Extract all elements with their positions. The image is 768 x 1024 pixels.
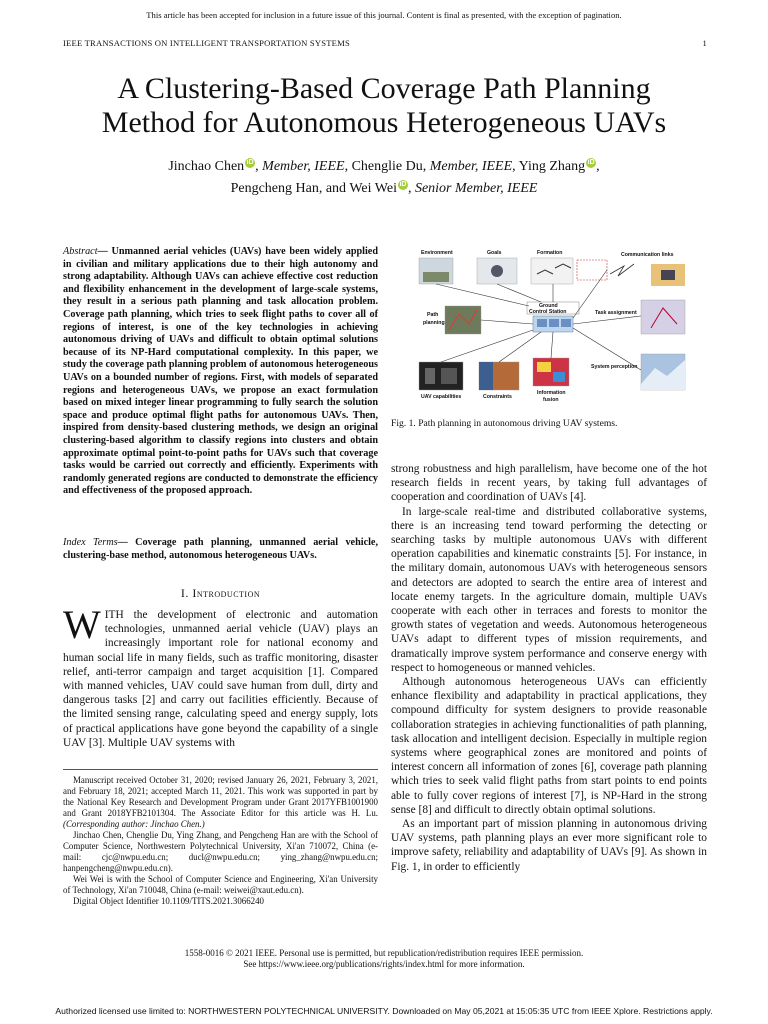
doi-line[interactable]: Digital Object Identifier 10.1109/TITS.2021.3066240 [73, 896, 264, 906]
body-paragraph: As an important part of mission planning in autonomous driving UAV systems, path planning plays an ever more significant role to improve safety, reliability and adaptability of UAVs [9]. As shown in Fig. 1, in order to efficiently [391, 818, 707, 873]
paper-title [60, 72, 708, 140]
intro-text: ITH the development of electronic and automation technologies, unmanned aerial vehicle (UAV) plays an increasingly important role for national economy and human social life in many fields, such as traffic monitoring, disaster relief, anti-terror campaign and target acquisition [1]. Compared with manned vehicles, UAV could save human from dull, dirty and dangerous tasks [2] and carry out facilities efficiently. Because of the limited sensing range, calculating speed and energy supply, lots of practical applications have gone beyond the capability of a single UAV [3]. Multiple UAV systems with [63, 609, 378, 749]
section-heading [63, 586, 378, 601]
corresponding-author: (Corresponding author: Jinchao Chen.) [63, 819, 205, 829]
communication-box [577, 260, 607, 280]
author-name: Jinchao Chen [168, 159, 245, 174]
task-assignment-image [641, 300, 685, 334]
connector-line [573, 316, 641, 324]
uav-capabilities-label: UAV capabilities [421, 394, 462, 400]
environment-label: Environment [421, 250, 453, 256]
body-paragraph: strong robustness and high parallelism, have become one of the hot research fields in recent years, by taking full advantages of cooperation and coordination of UAVs [4]. [391, 463, 707, 504]
environment-image-ground [423, 272, 449, 282]
author-line-1: Jinchao Chen iD , Member, IEEE, Chenglie Du, Member, IEEE, Ying Zhang iD , [168, 159, 600, 174]
constraints-label: Constraints [483, 394, 512, 400]
manuscript-text: Manuscript received October 31, 2020; revised January 26, 2021, February 3, 2021, and February 18, 2021; accepted March 11, 2021. This work was supported in part by the National Key Research and Development Program under Grant 2017YFB1001900 and Grant 2018YFB2101304. The Associate Editor for this article was H. Lu. [63, 775, 378, 818]
section-numeral: I. [180, 586, 189, 600]
path-planning-image [445, 306, 481, 334]
satellite-body [661, 270, 675, 280]
title-line-1: A Clustering-Based Coverage Path Planning [117, 72, 651, 105]
running-head [63, 38, 707, 48]
index-terms-text: — Coverage path planning, unmanned aerial vehicle, clustering-base method, autonomous heterogeneous UAVs. [63, 537, 378, 561]
monitor-icon [549, 319, 559, 327]
heatmap-cell [537, 362, 551, 372]
monitor-icon [561, 319, 571, 327]
copyright-line-2[interactable]: See https://www.ieee.org/publications/rights/index.html for more information. [243, 959, 525, 969]
copyright-line-1: 1558-0016 © 2021 IEEE. Personal use is permitted, but republication/redistribution requires IEEE permission. [184, 948, 584, 958]
orcid-icon[interactable]: iD [399, 181, 407, 189]
uav-panel [425, 368, 435, 384]
connector-line [441, 330, 533, 362]
abstract-lead: Abstract [63, 246, 98, 257]
right-column-body [391, 462, 707, 874]
figure-1 [415, 244, 689, 414]
title-line-2: Method for Autonomous Heterogeneous UAVs [101, 106, 667, 139]
ground-station-label-1: Ground [539, 303, 558, 309]
monitor-icon [537, 319, 547, 327]
formation-image [531, 258, 573, 284]
lightning-icon [610, 264, 634, 276]
manuscript-note [63, 775, 378, 830]
author-role: Member, IEEE [429, 159, 513, 174]
uav-panel [441, 368, 457, 384]
license-notice: Authorized licensed use limited to: NORTHWESTERN POLYTECHNICAL UNIVERSITY. Downloaded on May 05,2021 at 15:05:35 UTC from IEEE Xplore. Restrictions apply. [55, 1006, 713, 1016]
formation-label: Formation [537, 250, 563, 256]
figure-diagram [415, 244, 689, 414]
goals-image-target [491, 265, 503, 277]
path-planning-label-2: planning [423, 320, 445, 326]
communication-label: Communication links [621, 252, 674, 258]
task-assignment-label: Task assignment [595, 310, 637, 316]
system-perception-label: System perception [591, 364, 638, 370]
figure-caption: Fig. 1. Path planning in autonomous driving UAV systems. [391, 418, 618, 429]
author-name: Chenglie Du [351, 159, 423, 174]
intro-body [63, 602, 378, 750]
author-name: Wei Wei [349, 181, 397, 196]
page-number: 1 [702, 38, 707, 48]
body-paragraph: In large-scale real-time and distributed collaborative systems, there is an increasing tend toward performing the detecting or searching tasks by multiple autonomous UAVs with different operation capabilities and kinematic constraints [5]. For instance, in the military domain, autonomous UAVs with heterogeneous sensors and detectors are adopted to search the entire area of interest and locate enemy targets. In the agriculture domain, multiple UAVs cooperate with each other in terraces and forests to monitor the growth states of vegetation and weeds. Autonomous heterogeneous UAVs adapt to different types of mission requirements, and dramatically improve system performance and conserve energy with respect to homogeneous or manned vehicles. [391, 505, 707, 674]
connector-line [551, 332, 553, 358]
connector-line [436, 284, 529, 306]
ground-station-label-2: Control Station [529, 309, 567, 315]
author-list [60, 156, 708, 200]
author-role: Member, IEEE [262, 159, 345, 174]
section-title: Introduction [192, 586, 261, 600]
heatmap-cell [553, 372, 565, 382]
copyright-notice [0, 948, 768, 970]
affiliation-note-1: Jinchao Chen, Chenglie Du, Ying Zhang, and Pengcheng Han are with the School of Computer Science, Northwestern Polytechnical University, Xi'an 710072, China (e-mail: cjc@nwpu.edu.cn; ducl@nwpu.edu.cn; ying_zhang@nwpu.edu.cn; hanpengcheng@nwpu.edu.cn). [63, 830, 378, 873]
author-line-2: Pengcheng Han, and Wei Wei iD , Senior Member, IEEE [230, 181, 538, 196]
author-name: Ying Zhang [518, 159, 586, 174]
information-fusion-label-1: Information [537, 390, 566, 396]
footnote-rule [63, 769, 378, 770]
constraints-water [479, 362, 493, 390]
information-fusion-label-2: fusion [543, 397, 559, 403]
path-planning-label-1: Path [427, 312, 439, 318]
affiliation-note-2: Wei Wei is with the School of Computer Science and Engineering, Xi'an University of Technology, Xi'an 710048, China (e-mail: weiwei@xaut.edu.cn). [63, 874, 378, 895]
drop-cap: W [63, 602, 101, 647]
author-name: Pengcheng Han [230, 181, 319, 196]
journal-notice: This article has been accepted for inclusion in a future issue of this journal. Content is final as presented, with the exception of pagination. [146, 10, 622, 20]
connector-line [481, 320, 533, 324]
orcid-icon[interactable]: iD [246, 159, 254, 167]
orcid-icon[interactable]: iD [587, 159, 595, 167]
index-terms [63, 537, 378, 562]
journal-name: IEEE TRANSACTIONS ON INTELLIGENT TRANSPORTATION SYSTEMS [63, 38, 350, 48]
connector-line [497, 284, 541, 302]
footnotes [63, 775, 378, 907]
connector-line [499, 332, 541, 362]
index-terms-lead: Index Terms [63, 537, 118, 548]
body-paragraph: Although autonomous heterogeneous UAVs can efficiently enhance flexibility and adaptability in practical applications, they compound difficulty for system designers to provide reasonable collaboration strategies in achieving functionalities of path planning, task allocation and intelligent decision. Especially in multiple region systems where geographical zones are monitored and points of interest concern all information of zones [6], coverage path planning which tries to seek valid flight paths from start points to end points able to fully cover regions of interest [7], is NP-Hard in the strong sense [8] and difficult to directly obtain optimal solutions. [391, 676, 707, 816]
author-role: Senior Member, IEEE [414, 181, 538, 196]
intro-paragraph [63, 602, 378, 750]
goals-label: Goals [487, 250, 502, 256]
abstract-text: — Unmanned aerial vehicles (UAVs) have been widely applied in civilian and military applications due to their high autonomy and strong adaptability. Although UAVs can achieve effective cost reduction and flexibility enhancement in the development of large-scale systems, they result in a serious path planning and task allocation problem. Coverage path planning, which tries to seek flight paths to cover all of regions of interest, is one of the key technologies in achieving autonomous driving of UAVs and difficult to obtain optimal solutions because of its NP-Hard computational complexity. In this paper, we study the coverage path planning problem of autonomous heterogeneous UAVs on a bounded number of regions. First, with models of separated regions and heterogeneous UAVs, we propose an exact formulation based on mixed integer linear programming to fully search the solution space and produce optimal flight paths for autonomous UAVs. Then, inspired from density-based clustering methods, we design an original clustering-based algorithm to classify regions into clusters and obtain approximate optimal point-to-point paths for UAVs such that coverage tasks would be carried out correctly and efficiently. Experiments with randomly generated regions are conducted to demonstrate the efficiency and effectiveness of the proposed approach. [63, 246, 378, 497]
abstract [63, 246, 378, 498]
